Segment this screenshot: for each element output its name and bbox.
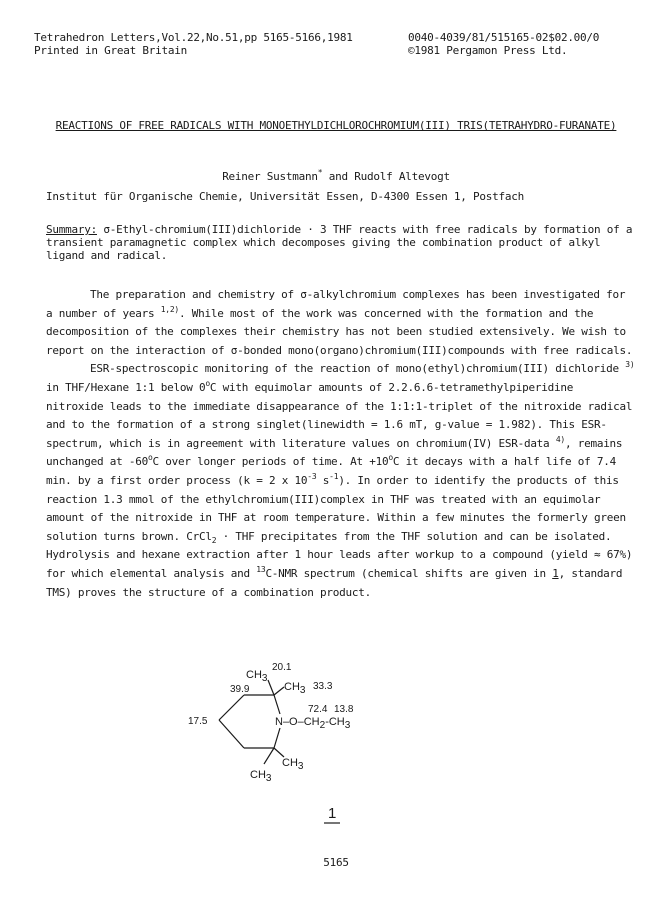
corresponding-mark: * [317,168,323,177]
chemical-structure [186,660,376,835]
degree-mark: o [205,378,210,388]
summary-text: σ-Ethyl-chromium(III)dichloride · 3 THF reacts with free radicals by formation of a transient paramagnetic complex which decomposes giving the combination product of alkyl ligand and radical. [46,223,633,262]
shift-ch2: 72.4 [308,704,328,715]
p2-text-d: , remains unchanged at -60 [46,436,623,469]
degree-mark: o [388,453,393,463]
ref-1-2: 1,2) [160,304,179,314]
p2-text-g: s [316,473,330,487]
nitroxyl-ethyl-chain: N–O–CH2-CH3 [275,716,351,731]
page-number: 5165 [323,856,349,869]
summary-label: Summary: [46,223,97,236]
paragraph-1 [46,286,636,360]
author-2: and Rudolf Altevogt [322,170,450,183]
p2-text-a: ESR-spectroscopic monitoring of the reaction of mono(ethyl)chromium(III) dichloride [90,362,626,376]
methyl-bottom-label: CH3 [250,769,272,784]
p2-text-k: , standard TMS) proves the structure of a combination product. [46,566,623,599]
p2-text-c: C with equimolar amounts of 2.2.6.6-tetramethylpiperidine nitroxide leads to the immediate disappearance of the 1:1:1-triplet of the nitroxide radical and to the formation of a strong singlet(linewidth = 1.6 mT, g-value = 1.982). This ESR-spectrum, which is in agreement with literature values on chromium(IV) ESR-data [46,380,633,450]
printed-in: Printed in Great Britain [34,44,187,57]
summary [46,223,636,262]
paper-title [40,117,632,134]
shift-methyl-top: 20.1 [272,662,292,673]
journal-header-left [34,31,353,57]
subscript: 2 [211,535,217,545]
p1-text-b: . While most of the work was concerned with the formation and the decomposition of the complexes their chemistry has not been studied extensively. We wish to report on the interaction of σ-bonded mono(organo)chromium(III)compounds with free radicals. [46,306,633,357]
p2-text-j: C-NMR spectrum (chemical shifts are given in [265,566,553,580]
paper-title-text: REACTIONS OF FREE RADICALS WITH MONOETHYLDICHLOROCHROMIUM(III) TRIS(TETRAHYDRO-FURANATE) [55,119,617,132]
paragraph-2 [46,360,636,602]
degree-mark: o [147,453,153,463]
methyl-lower-right-label: CH3 [282,757,304,772]
shift-c4: 17.5 [188,716,208,727]
shift-ethyl-ch3: 13.8 [334,704,354,715]
journal-header-right [408,31,599,57]
author-line [0,170,672,183]
copyright-line: ©1981 Pergamon Press Ltd. [408,44,568,57]
exponent: -3 [307,471,317,481]
p2-text-f: C it decays with a half life of 7.4 min. by a first order process (k = 2 x 10 [46,455,616,487]
ref-3: 3) [625,360,635,370]
compound-ref: 1 [552,566,559,580]
p1-text-a: The preparation and chemistry of σ-alkylchromium complexes has been investigated for a number of years [46,288,626,320]
methyl-top-label: CH3 [246,669,268,684]
p2-text-b: in THF/Hexane 1:1 below 0 [46,380,206,394]
ref-4: 4) [555,434,565,444]
structure-drawing [186,660,376,835]
exponent: -1 [329,471,339,481]
author-1: Reiner Sustmann [222,170,318,183]
methyl-right-label: CH3 [284,681,306,696]
shift-c3: 39.9 [230,684,250,695]
affiliation: Institut für Organische Chemie, Universität Essen, D-4300 Essen 1, Postfach [46,190,524,203]
journal-citation: Tetrahedron Letters,Vol.22,No.51,pp 5165-5166,1981 [34,31,353,44]
body-text [46,286,636,602]
p2-text-e: C over longer periods of time. At +10 [152,455,389,469]
isotope-mark: 13 [256,564,266,574]
shift-methyl-right: 33.3 [313,681,333,692]
issn-line: 0040-4039/81/515165-02$02.00/0 [408,31,600,44]
compound-number: 1 [328,805,337,822]
p2-text-i: · THF precipitates from the THF solution and can be isolated. Hydrolysis and hexane extraction after 1 hour leads after workup to a compound (yield ≈ 67%) for which elemental analysis and [46,529,633,580]
p2-text-h: ). In order to identify the products of this reaction 1.3 mmol of the ethylchromium(III)complex in THF was treated with an equimolar amount of the nitroxide in THF at room temperature. Within a few minutes the formerly green solution turns brown. CrCl [46,473,626,543]
